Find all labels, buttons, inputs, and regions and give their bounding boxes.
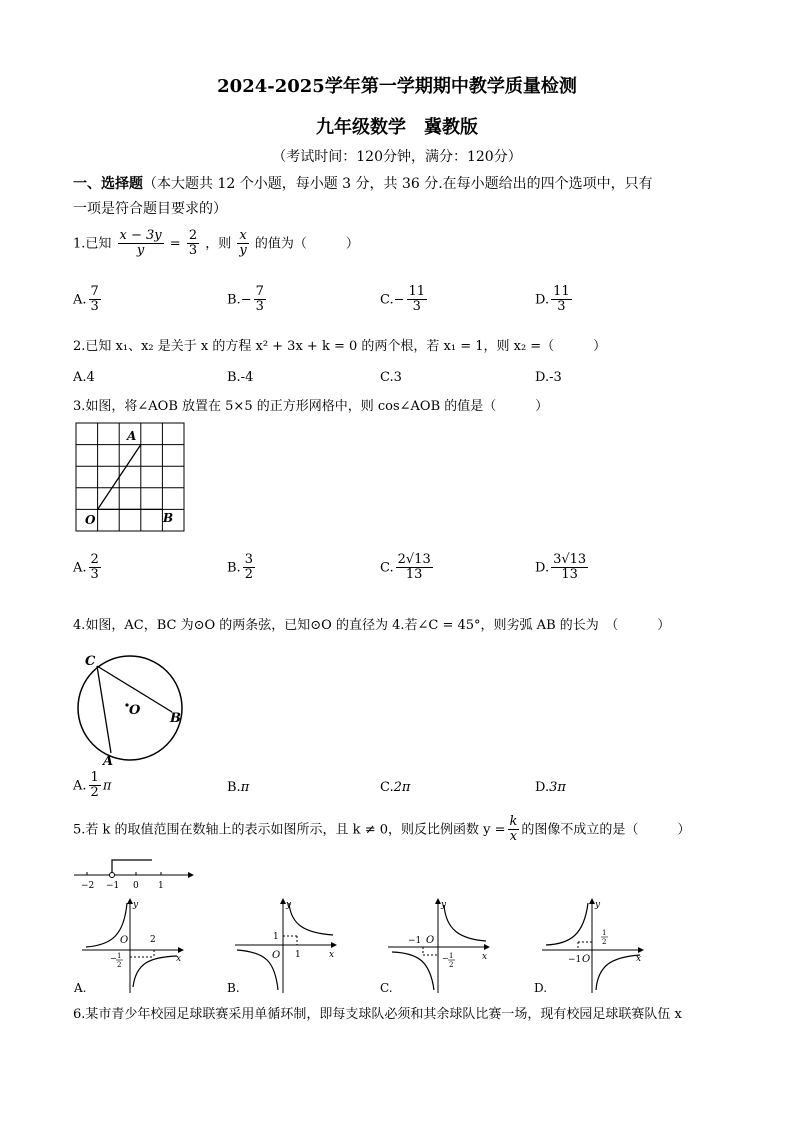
q5-range-bracket <box>112 860 152 873</box>
question-5: 5.若 k 的取值范围在数轴上的表示如图所示，且 k ≠ 0，则反比例函数 y = $\frac{k}{x}$ 的图像不成立的是（ ） <box>73 814 691 845</box>
svg-text:y: y <box>441 900 447 910</box>
section-heading: 一、选择题 <box>73 176 143 192</box>
q1-frac-num: x − 3y <box>119 228 162 243</box>
q5-graph-b <box>225 895 345 995</box>
svg-text:−1: −1 <box>408 936 422 946</box>
svg-text:−: − <box>110 954 117 963</box>
svg-text:x: x <box>176 954 182 964</box>
svg-text:−2: −2 <box>81 881 95 891</box>
q2-option-b: B.-4 <box>227 370 254 385</box>
q1-ask-num: x <box>237 229 248 244</box>
q1-eq: = <box>169 236 185 252</box>
svg-text:y: y <box>595 900 601 910</box>
section-desc-2: 一项是符合题目要求的） <box>73 201 227 217</box>
q4-label-o: O <box>129 703 141 718</box>
svg-text:x: x <box>329 950 335 960</box>
q3-option-d: D. $\frac{3√13}{13}$ <box>535 552 587 583</box>
svg-text:2: 2 <box>602 938 607 946</box>
svg-text:1: 1 <box>295 950 301 960</box>
question-1 <box>73 229 359 259</box>
svg-text:−: − <box>442 954 449 963</box>
q1-rhs-num: 2 <box>188 228 198 243</box>
q3-grid-figure <box>75 422 185 532</box>
q4-circle-figure <box>75 650 190 769</box>
q4-option-d: D.3π <box>535 780 566 795</box>
q3-option-a: A. $\frac{2}{3}$ <box>73 552 99 583</box>
q1-option-a: A. $\frac{7}{3}$ <box>73 284 99 315</box>
q3-option-c: C. $\frac{2√13}{13}$ <box>380 552 431 583</box>
svg-text:x: x <box>482 952 488 962</box>
q1-option-c: C.− $\frac{11}{3}$ <box>380 284 426 315</box>
question-6: 6.某市青少年校园足球联赛采用单循环制，即每支球队必须和其余球队比赛一场，现有校园足球联赛队伍 x <box>73 1007 682 1022</box>
svg-text:D.: D. <box>534 981 548 995</box>
svg-text:x: x <box>636 954 642 964</box>
svg-text:1: 1 <box>273 932 279 942</box>
q1-option-b: B.− $\frac{7}{3}$ <box>227 284 264 315</box>
q4-chord-ca <box>97 666 111 753</box>
q5-number-line <box>72 855 197 891</box>
svg-text:O: O <box>120 935 129 946</box>
q5-graph-a <box>72 895 192 995</box>
q1-suffix: 的值为（ ） <box>254 236 359 252</box>
q2-option-d: D.-3 <box>535 370 562 385</box>
section-heading-line <box>73 173 653 193</box>
q1-prefix: 1.已知 <box>73 236 112 252</box>
q5-graph-d <box>532 895 652 995</box>
svg-text:A.: A. <box>74 981 87 995</box>
svg-text:y: y <box>133 900 139 910</box>
svg-text:1: 1 <box>158 881 164 891</box>
svg-text:2: 2 <box>117 961 122 969</box>
section-desc-1: （本大题共 12 个小题，每小题 3 分，共 36 分.在每小题给出的四个选项中，只有 <box>143 176 653 192</box>
q3-label-o: O <box>85 513 96 527</box>
svg-text:B.: B. <box>227 981 240 995</box>
q4-option-c: C.2π <box>380 780 411 795</box>
q4-label-a: A <box>103 754 114 769</box>
q4-label-b: B <box>170 711 181 726</box>
question-2: 2.已知 x₁、x₂ 是关于 x 的方程 x² + 3x + k = 0 的两个根，若 x₁ = 1，则 x₂ =（ ） <box>73 339 607 354</box>
svg-text:1: 1 <box>602 929 607 937</box>
q4-option-b: B.π <box>227 780 250 795</box>
q3-label-a: A <box>127 429 137 443</box>
exam-info: （考试时间：120分钟，满分：120分） <box>272 149 522 165</box>
q2-option-c: C.3 <box>380 370 402 385</box>
q1-ask-den: y <box>239 243 247 259</box>
q1-frac-den: y <box>136 243 145 259</box>
svg-text:O: O <box>582 954 591 965</box>
svg-text:O: O <box>272 950 281 961</box>
svg-text:−1: −1 <box>106 881 120 891</box>
svg-text:1: 1 <box>117 952 122 960</box>
question-4: 4.如图，AC，BC 为⊙O 的两条弦，已知⊙O 的直径为 4.若∠C = 45°，则劣弧 AB 的长为 （ ） <box>73 618 671 633</box>
svg-text:2: 2 <box>150 935 156 945</box>
svg-text:O: O <box>426 935 435 946</box>
q3-option-b: B. $\frac{3}{2}$ <box>227 552 253 583</box>
q4-option-a: A. $\frac{1}{2}$ π <box>73 770 112 801</box>
svg-text:y: y <box>286 900 292 910</box>
q4-label-c: C <box>85 654 96 669</box>
svg-text:C.: C. <box>380 981 393 995</box>
q1-rhs-den: 3 <box>188 243 198 259</box>
q2-option-a: A.4 <box>73 370 95 385</box>
q1-option-d: D. $\frac{11}{3}$ <box>535 284 570 315</box>
svg-text:2: 2 <box>449 961 454 969</box>
question-3: 3.如图，将∠AOB 放置在 5×5 的正方形网格中，则 cos∠AOB 的值是（ ） <box>73 399 549 414</box>
page-title: 2024-2025学年第一学期期中教学质量检测 <box>217 76 577 97</box>
q3-label-b: B <box>163 511 174 525</box>
q1-mid: ，则 <box>205 236 232 252</box>
q5-graph-c <box>378 895 498 995</box>
page-subtitle: 九年级数学 冀教版 <box>316 117 478 138</box>
svg-text:−1: −1 <box>568 955 582 965</box>
svg-text:1: 1 <box>449 952 454 960</box>
svg-text:0: 0 <box>133 881 139 891</box>
